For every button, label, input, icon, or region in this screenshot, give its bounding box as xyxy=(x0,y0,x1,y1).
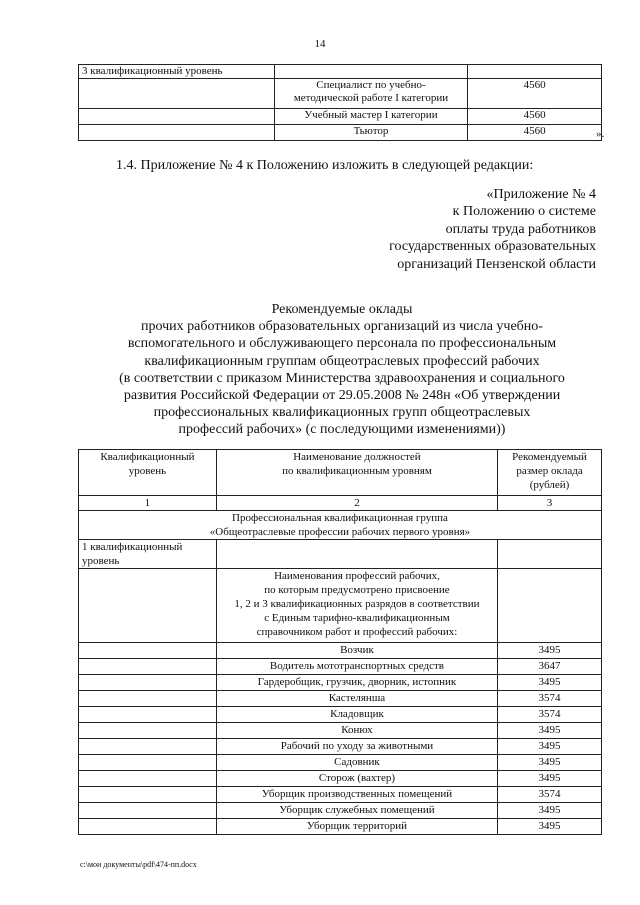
profession-name: Уборщик производственных помещений xyxy=(216,787,497,803)
profession-salary: 3495 xyxy=(498,755,602,771)
position-cell: Специалист по учебно- методической работе I категории xyxy=(274,79,468,109)
header-positions: Наименование должностей по квалификационным уровням xyxy=(216,450,497,496)
amendment-paragraph: 1.4. Приложение № 4 к Положению изложить в следующей редакции: xyxy=(116,158,534,173)
profession-name: Уборщик служебных помещений xyxy=(216,803,497,819)
document-title: Рекомендуемые оклады прочих работников образовательных организаций из числа учебно- вспомогательного и обслуживающего персонала по профессиональным квалификационным группам общеотраслевых профессий рабочих (в соответствии с приказом Министерства здравоохранения и социального развития Российской Федерации от 29.05.2008 № 248н «Об утверждении профессиональных квалификационных групп общеотраслевых профессий рабочих» (с последующими изменениями)) xyxy=(119,302,565,438)
profession-salary: 3574 xyxy=(498,707,602,723)
profession-salary: 3495 xyxy=(498,819,602,835)
closing-quote: ». xyxy=(596,128,605,140)
profession-name: Садовник xyxy=(216,755,497,771)
column-number: 2 xyxy=(216,496,497,511)
profession-salary: 3495 xyxy=(498,675,602,691)
appendix-heading: «Приложение № 4 к Положению о системе оплаты труда работников государственных образовательных организаций Пензенской области xyxy=(389,187,596,272)
salary-cell: 4560 xyxy=(468,109,602,125)
position-cell: Тьютор xyxy=(274,125,468,141)
profession-salary: 3647 xyxy=(498,659,602,675)
header-salary: Рекомендуемый размер оклада (рублей) xyxy=(498,450,602,496)
profession-salary: 3495 xyxy=(498,771,602,787)
profession-salary: 3574 xyxy=(498,787,602,803)
salary-cell: 4560 xyxy=(468,125,602,141)
header-qualification-level: Квалификационный уровень xyxy=(79,450,217,496)
position-cell: Учебный мастер I категории xyxy=(274,109,468,125)
salary-table xyxy=(78,449,602,835)
group-title: Профессиональная квалификационная группа «Общеотраслевые профессии рабочих первого уровня» xyxy=(79,511,602,540)
profession-salary: 3495 xyxy=(498,739,602,755)
profession-name: Кастелянша xyxy=(216,691,497,707)
profession-salary: 3495 xyxy=(498,723,602,739)
profession-salary: 3495 xyxy=(498,803,602,819)
level-label: 1 квалификационный уровень xyxy=(79,540,217,569)
profession-salary: 3574 xyxy=(498,691,602,707)
profession-name: Уборщик территорий xyxy=(216,819,497,835)
top-table xyxy=(78,64,605,141)
page-number: 14 xyxy=(314,38,326,50)
footer-file-path: c:\мои документы\pdf\474-пп.docx xyxy=(80,860,197,869)
professions-note: Наименования профессий рабочих, по которым предусмотрено присвоение 1, 2 и 3 квалификационных разрядов в соответствии с Единым тарифно-квалификационным справочником работ и профессий рабочих: xyxy=(216,569,497,643)
level-cell: 3 квалификационный уровень xyxy=(79,65,275,79)
profession-name: Возчик xyxy=(216,643,497,659)
profession-name: Рабочий по уходу за животными xyxy=(216,739,497,755)
profession-name: Конюх xyxy=(216,723,497,739)
profession-name: Сторож (вахтер) xyxy=(216,771,497,787)
column-number: 1 xyxy=(79,496,217,511)
profession-name: Гардеробщик, грузчик, дворник, истопник xyxy=(216,675,497,691)
profession-name: Водитель мототранспортных средств xyxy=(216,659,497,675)
column-number: 3 xyxy=(498,496,602,511)
salary-cell: 4560 xyxy=(468,79,602,109)
profession-name: Кладовщик xyxy=(216,707,497,723)
profession-salary: 3495 xyxy=(498,643,602,659)
